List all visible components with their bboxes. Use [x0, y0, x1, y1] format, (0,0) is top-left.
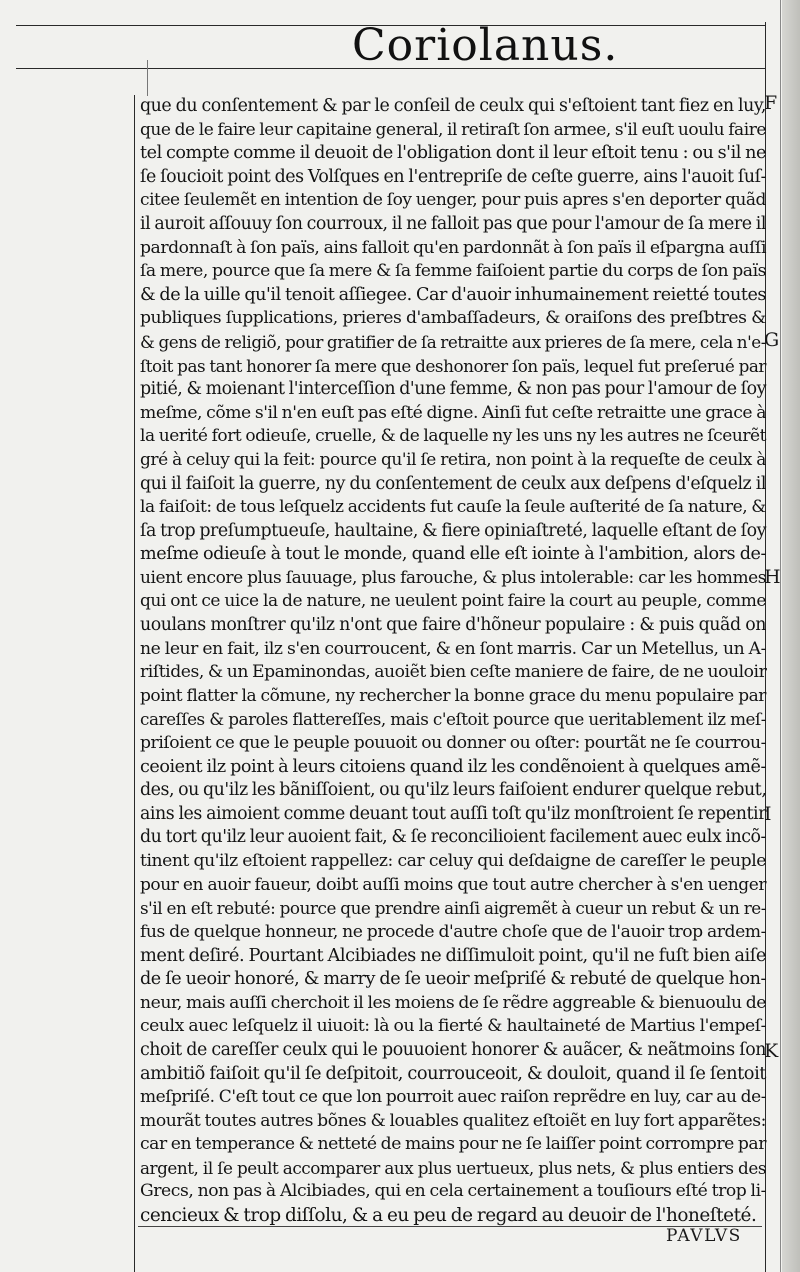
text-line: riſtides, & un Epaminondas, auoiẽt bien ceſte maniere de faire, de ne uouloir — [140, 662, 767, 683]
text-line: cencieux & trop diſſolu, & a eu peu de regard au deuoir de l'honeſteté. — [140, 1204, 757, 1226]
text-line: ment deſiré. Pourtant Alcibiades ne diſſimuloit point, qu'il ne fuſt bien aiſe — [140, 945, 766, 967]
text-line: la uerité fort odieuſe, cruelle, & de laquelle ny les uns ny les autres ne ſceurẽt — [140, 426, 766, 447]
text-line: pardonnaſt à ſon païs, ains falloit qu'en pardonnãt à ſon païs il eſpargna auſſi — [140, 237, 766, 258]
text-line: pitié, & moienant l'interceſſion d'une femme, & non pas pour l'amour de ſoy — [140, 379, 766, 400]
text-line: ne leur en fait, ilz s'en courroucent, & en ſont marris. Car un Metellus, un A- — [140, 638, 766, 659]
text-line: choit de careſſer ceulx qui le pouuoient honorer & auãcer, & neãtmoins ſon — [140, 1039, 766, 1060]
text-line: ſtoit pas tant honorer ſa mere que deshonorer ſon païs, lequel fut preſerué par — [140, 355, 766, 376]
body-text — [140, 95, 766, 1228]
text-line: ceoient ilz point à leurs citoiens quand ilz les condẽnoient à quelques amẽ- — [140, 756, 766, 777]
text-line: ains les aimoient comme deuant tout auſſi toſt qu'ilz monſtroient ſe repentir — [140, 803, 766, 824]
text-line: la faiſoit: de tous leſquelz accidents fut cauſe la ſeule auſterité de ſa nature, & — [140, 497, 766, 518]
text-line: que de le faire leur capitaine general, il retiraſt ſon armee, s'il euſt uoulu faire — [140, 119, 766, 140]
text-line: tinent qu'ilz eſtoient rappellez: car celuy qui deſdaigne de careſſer le peuple — [140, 851, 766, 871]
text-line: s'il en eſt rebuté: pource que prendre ainſi aigremẽt à cueur un rebut & un re- — [140, 898, 766, 919]
text-line: priſoient ce que le peuple pouuoit ou donner ou oſter: pourtãt ne ſe courrou- — [140, 733, 766, 754]
margin-letter-f: F — [764, 92, 778, 114]
text-line: careſſes & paroles flattereſſes, mais c'eſtoit pource que ueritablement ilz meſ- — [140, 709, 766, 730]
text-line: des, ou qu'ilz les bãniſſoient, ou qu'ilz leurs faiſoient endurer quelque rebut, — [140, 780, 767, 801]
text-line: & de la uille qu'il tenoit aſſiegee. Car d'auoir inhumainement reietté toutes — [140, 284, 766, 305]
text-line: neur, mais auſſi cherchoit il les moiens de ſe rẽdre aggreable & bienuoulu de — [140, 992, 766, 1013]
text-line: que du conſentement & par le conſeil de ceulx qui s'eſtoient tant fiez en luy, — [140, 96, 766, 116]
text-line: il auroit aſſouuy ſon courroux, il ne falloit pas que pour l'amour de ſa mere il — [140, 213, 766, 234]
text-line: meſpriſé. C'eſt tout ce que lon pourroit auec raiſon reprẽdre en luy, car au de- — [140, 1086, 766, 1107]
page-edge-shadow — [782, 0, 800, 1272]
text-line: ſa trop preſumptueuſe, haultaine, & fiere opiniaſtreté, laquelle eſtant de ſoy — [140, 520, 766, 541]
text-line: meſme, cõme s'il n'en euſt pas eſté digne. Ainſi fut ceſte retraitte une grace à — [140, 402, 766, 423]
text-line: fus de quelque honneur, ne procede d'autre choſe que de l'auoir trop ardem- — [140, 921, 766, 942]
margin-letter-k: K — [764, 1040, 779, 1062]
text-line: qui ont ce uice la de nature, ne ueulent point faire la court au peuple, comme — [140, 591, 766, 612]
outer-margin-rule — [780, 0, 781, 1272]
text-line: ſe ſoucioit point des Volſques en l'entrepriſe de ceſte guerre, ains l'auoit ſuſ- — [140, 166, 766, 187]
text-line: mourãt toutes autres bõnes & louables qualitez eſtoiẽt en luy fort apparẽtes: — [140, 1110, 766, 1131]
text-line: uient encore plus ſauuage, plus farouche, & plus intolerable: car les hommes — [140, 567, 766, 588]
text-line: ambitiõ faiſoit qu'il ſe deſpitoit, courrouceoit, & douloit, quand il ſe ſentoit — [140, 1063, 766, 1085]
margin-letter-h: H — [764, 566, 781, 588]
text-line: & gens de religiõ, pour gratifier de ſa retraitte aux prieres de ſa mere, cela n'e- — [140, 331, 766, 352]
text-line: car en temperance & netteté de mains pour ne ſe laiſſer point corrompre par — [140, 1134, 766, 1155]
text-line: de ſe ueoir honoré, & marry de ſe ueoir meſpriſé & rebuté de quelque hon- — [140, 968, 766, 989]
text-line: qui il faiſoit la guerre, ny du conſentement de ceulx aux deſpens d'eſquelz il — [140, 473, 766, 494]
text-line: Grecs, non pas à Alcibiades, qui en cela certainement a touſiours eſté trop li- — [140, 1181, 766, 1202]
left-margin-rule — [134, 95, 135, 1272]
inner-frame-rule — [147, 60, 148, 96]
catchword: PAVLVS — [666, 1226, 742, 1246]
text-line: du tort qu'ilz leur auoient fait, & ſe reconcilioient facilement auec eulx incõ- — [140, 827, 766, 848]
text-line: tel compte comme il deuoit de l'obligation dont il leur eſtoit tenu : ou s'il ne — [140, 143, 766, 164]
text-line: citee ſeulemẽt en intention de ſoy uenger, pour puis apres s'en deporter quãd — [140, 190, 766, 211]
text-line: ſa mere, pource que ſa mere & ſa femme faiſoient partie du corps de ſon païs — [140, 261, 766, 282]
text-line: publiques ſupplications, prieres d'ambaſſadeurs, & oraiſons des preſbtres & — [140, 308, 766, 329]
text-line: pour en auoir faueur, doibt auſſi moins que tout autre chercher à s'en uenger — [140, 874, 766, 895]
running-title: Coriolanus. — [352, 20, 619, 71]
margin-letter-i: I — [764, 803, 772, 825]
text-line: uoulans monſtrer qu'ilz n'ont que faire d'hõneur populaire : & puis quãd on — [140, 615, 766, 636]
text-line: ceulx auec leſquelz il uiuoit: là ou la fierté & haultaineté de Martius l'empeſ- — [140, 1016, 766, 1037]
text-line: point flatter la cõmune, ny rechercher la bonne grace du menu populaire par — [140, 685, 766, 706]
text-line: argent, il ſe peult accomparer aux plus uertueux, plus nets, & plus entiers des — [140, 1157, 766, 1178]
text-line: meſme odieuſe à tout le monde, quand elle eſt iointe à l'ambition, alors de- — [140, 544, 766, 565]
text-line: gré à celuy qui la feit: pource qu'il ſe retira, non point à la requeſte de ceulx à — [140, 449, 766, 470]
margin-letter-g: G — [764, 329, 780, 351]
